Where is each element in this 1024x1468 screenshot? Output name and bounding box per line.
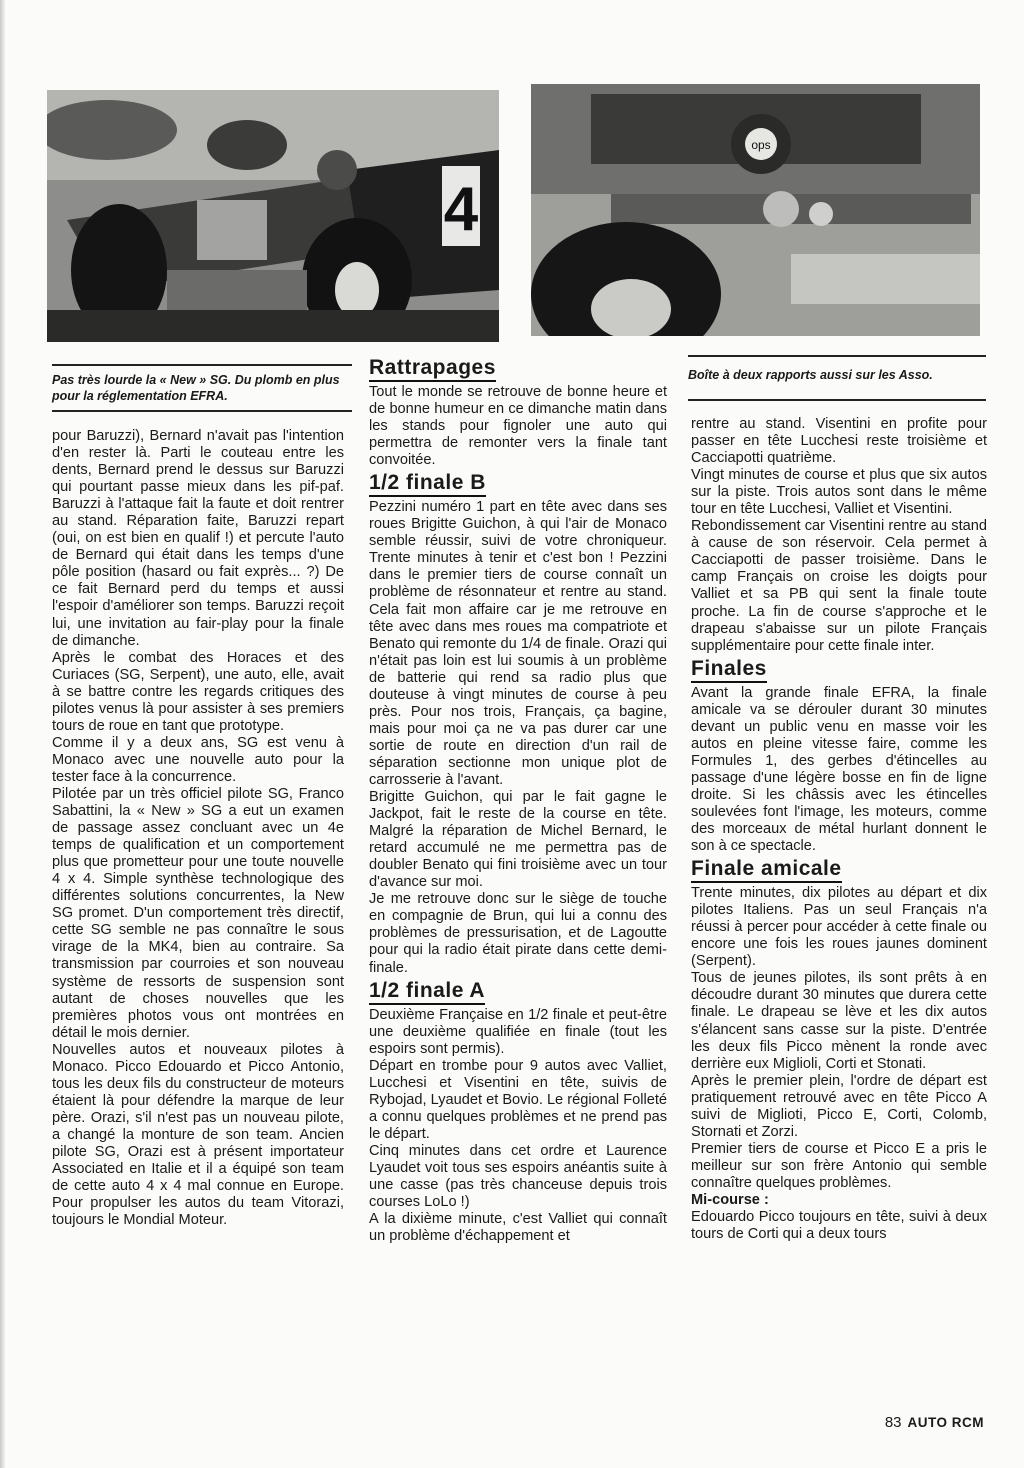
car-photo-illustration bbox=[47, 90, 499, 342]
paragraph: Départ en trombe pour 9 autos avec Valliet, Lucchesi et Visentini en tête, suivis de Rybojad, Lyaudet et Bovio. Le régional Folleté a connu quelques problèmes et ne prend pas le départ. bbox=[369, 1057, 668, 1142]
section-heading-finale-amicale: Finale amicale bbox=[691, 857, 842, 883]
caption-rule-bottom bbox=[52, 410, 352, 412]
paragraph: Pilotée par un très officiel pilote SG, Franco Sabattini, la « New » SG a eut un examen de passage assez concluant avec un 4e temps de qualification et un comportement plus que prometteur pour une toute nouvelle 4 x 4. Simple synthèse technologique des différentes solutions concurrentes, la New SG promet. D'un comportement très directif, cette SG semble ne pas connaître le sous virage de la MK4, bien au contraire. Sa transmission par courroies et son nouveau système de ressorts de suspension sont autant de choses nouvelles que les premières photos vous ont montrées en détail le mois dernier. bbox=[52, 785, 344, 1041]
paragraph: Avant la grande finale EFRA, la finale amicale va se dérouler durant 30 minutes devant un public venu en masse voir les autos en pleine vitesse faire, comme les Formules 1, des gerbes d'étincelles au passage d'une légère bosse en fin de ligne droite. Si les châssis avec les étincelles soulevées font l'image, les moteurs, comme des morceaux de métal hurlant donnent le son à ce spectacle. bbox=[691, 684, 987, 855]
paragraph: Tout le monde se retrouve de bonne heure et de bonne humeur en ce dimanche matin dans les stands pour fignoler une auto qui permettra de remonter vers la finale tant convoitée. bbox=[369, 384, 667, 469]
article-column-3 bbox=[691, 416, 987, 1243]
photo-rc-car-front bbox=[47, 90, 499, 342]
paragraph: Tous de jeunes pilotes, ils sont prêts à en découdre durant 30 minutes que durera cette finale. Le drapeau se lève et les dix autos s'élancent sans casse sur la piste. D'entrée les deux fils Picco mènent la ronde avec derrière eux Miglioli, Corti et Stonati. bbox=[691, 970, 987, 1072]
caption-left-block bbox=[52, 364, 352, 412]
paragraph: Trente minutes, dix pilotes au départ et dix pilotes Italiens. Pas un seul Français n'a réussi à percer pour accéder à cette finale ou encore une fois les roues jaunes dominent (Serpent). bbox=[691, 885, 987, 970]
number-decal: 4 bbox=[443, 175, 479, 244]
paragraph: Deuxième Française en 1/2 finale et peut-être une deuxième qualifiée en finale (tout les espoirs sont permis). bbox=[369, 1006, 667, 1057]
paragraph: Premier tiers de course et Picco E a pris le meilleur sur son frère Antonio qui semble connaître quelques problèmes. bbox=[691, 1140, 987, 1191]
paragraph: Nouvelles autos et nouveaux pilotes à Monaco. Picco Edouardo et Picco Antonio, tous les deux fils du constructeur de moteurs étaient là pour défendre la marque de leur père. Orazi, s'il n'est pas un nouveau pilote, a changé la monture de son team. Ancien pilote SG, Orazi est à présent importateur Associated en Italie et il a équipé son team de cette auto 4 x 4 mal connue en Europe. Pour propulser les autos du team Vitorazi, toujours le Mondial Moteur. bbox=[52, 1041, 344, 1229]
section-heading-rattrapages: Rattrapages bbox=[369, 356, 496, 382]
paragraph: Après le combat des Horaces et des Curiaces (SG, Serpent), une auto, elle, avait à se battre contre les regards critiques des pilotes venus là pour assister à ses premiers tours de roue en tant que prototype. bbox=[52, 649, 344, 734]
section-heading-demi-finale-b: 1/2 finale B bbox=[369, 471, 486, 497]
ops-decal: ops bbox=[751, 138, 771, 152]
paragraph: A la dixième minute, c'est Valliet qui connaît un problème d'échappement et bbox=[369, 1211, 667, 1245]
section-heading-demi-finale-a: 1/2 finale A bbox=[369, 979, 485, 1005]
paragraph: Rebondissement car Visentini rentre au stand à cause de son réservoir. Cela permet à Cacciapotti de passer troisième. Dans le camp Français on croise les doigts pour Valliet et sa PB qui sent la finale toute proche. La fin de course s'approche et le drapeau s'abaisse sur un pilote Français supplémentaire pour cette finale inter. bbox=[691, 518, 987, 654]
page-number: 83 bbox=[884, 1414, 902, 1431]
page-footer bbox=[885, 1414, 984, 1431]
paragraph: Cinq minutes dans cet ordre et Laurence Lyaudet voit tous ses espoirs anéantis suite à une casse (pas très chanceuse depuis trois courses LoLo !) bbox=[369, 1142, 667, 1211]
page-edge bbox=[0, 0, 5, 1468]
paragraph: Je me retrouve donc sur le siège de touche en compagnie de Brun, qui lui a connu des problèmes de pressurisation, et de Lagoutte pour qui la radio était pirate dans cette demi-finale. bbox=[369, 891, 667, 976]
caption-right: Boîte à deux rapports aussi sur les Asso. bbox=[688, 368, 933, 382]
photo-gearbox-closeup bbox=[531, 84, 980, 336]
section-heading-finales: Finales bbox=[691, 657, 767, 683]
paragraph: Pezzini numéro 1 part en tête avec dans ses roues Brigitte Guichon, à qui l'air de Monaco semble réussir, suivi de votre chroniqueur. Trente minutes à tenir et c'est bon ! Pezzini dans le premier tiers de course connaît un problème de résonnateur et rentre au stand. Cela fait mon affaire car je me retrouve en tête avec dans mes roues ma compatriote et Benato qui remonte du 1/4 de finale. Orazi qui n'était pas loin est lui soumis à un problème de batterie qui rend sa radio plus que douteuse à vingt minutes de course à peu près. Pour nos trois, Français, ça bagine, mais pour moi ça ne va pas durer car une sortie de route en direction d'un rail de séparation sectionne mon unique plot de carrosserie à l'avant. bbox=[369, 499, 667, 788]
caption-right-block bbox=[688, 355, 986, 401]
paragraph: Edouardo Picco toujours en tête, suivi à deux tours de Corti qui a deux tours bbox=[691, 1209, 987, 1243]
paragraph: rentre au stand. Visentini en profite pour passer en tête Lucchesi reste troisième et Cacciapotti quatrième. bbox=[691, 416, 987, 467]
article-column-2 bbox=[369, 354, 667, 1245]
paragraph: Vingt minutes de course et plus que six autos sur la piste. Trois autos sont dans le même tour en tête Lucchesi, Valliet et Visentini. bbox=[691, 467, 987, 518]
subheading-mi-course: Mi-course : bbox=[691, 1191, 769, 1208]
caption-rule-bottom bbox=[688, 399, 986, 401]
paragraph: Comme il y a deux ans, SG est venu à Monaco avec une nouvelle auto pour la tester face à la concurrence. bbox=[52, 734, 344, 785]
caption-rule-top bbox=[52, 364, 352, 366]
paragraph: Après le premier plein, l'ordre de départ est pratiquement retrouvé avec en tête Picco A suivi de Miglioti, Picco E, Corti, Colomb, Stornati et Zorzi. bbox=[691, 1072, 987, 1140]
paragraph: pour Baruzzi), Bernard n'avait pas l'intention d'en rester là. Parti le couteau entre les dents, Bernard prend le dessus sur Baruzzi qui pourtant passe mieux dans les pif-paf. Baruzzi à l'attaque fait la faute et doit rentrer au stand. Réparation faite, Baruzzi repart (oui, on est bien en qualif !) et percute l'auto de Bernard qui était dans les temps d'une pôle position (hasard ou fait exprès... ?) De ce fait Bernard perd du temps et aussi l'espoir d'améliorer son temps. Baruzzi reçoit lui, une invitation au fair-play pour la finale de dimanche. bbox=[52, 428, 344, 649]
paragraph: Brigitte Guichon, qui par le fait gagne le Jackpot, fait le reste de la course en tête. Malgré la réparation de Michel Bernard, le retard accumulé ne me permettra pas de doubler Benato qui fini troisième avec un tour d'avance sur moi. bbox=[369, 789, 667, 891]
article-column-1 bbox=[52, 428, 344, 1229]
publication-name: AUTO RCM bbox=[907, 1415, 984, 1430]
gearbox-photo-illustration bbox=[531, 84, 980, 336]
caption-left: Pas très lourde la « New » SG. Du plomb en plus pour la réglementation EFRA. bbox=[52, 373, 340, 403]
caption-rule-top bbox=[688, 355, 986, 357]
